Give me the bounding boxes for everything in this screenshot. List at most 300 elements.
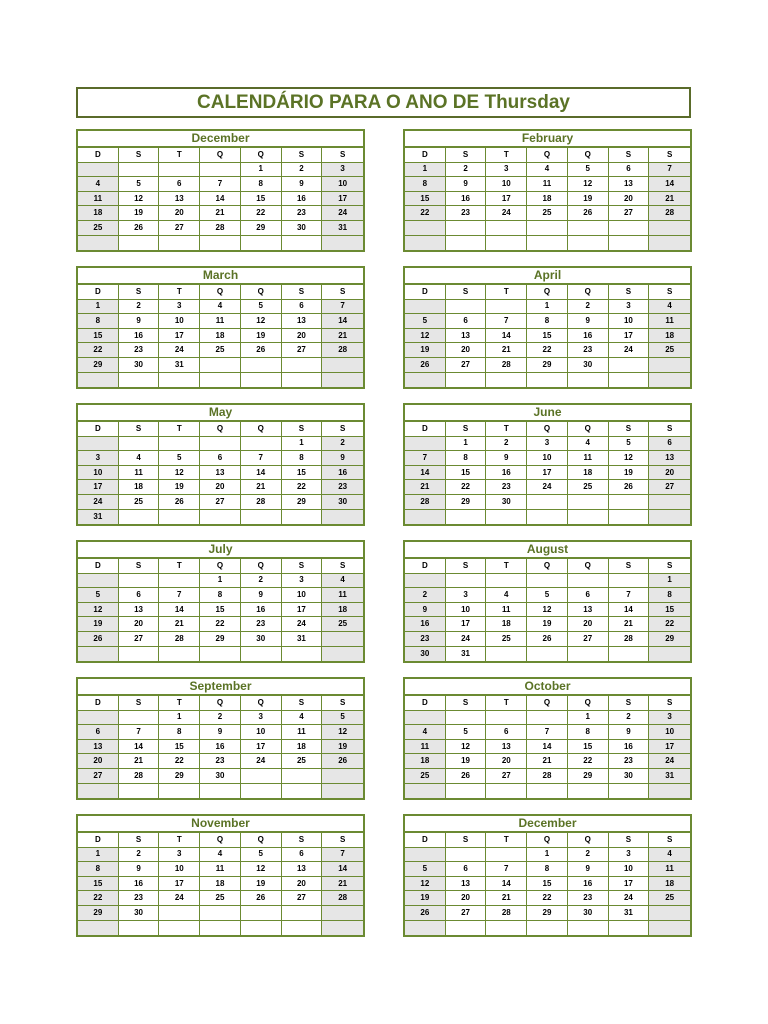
day-cell — [78, 921, 119, 936]
day-cell: 1 — [200, 574, 241, 589]
weekday-header: Q — [241, 422, 282, 437]
day-cell — [609, 373, 650, 388]
day-cell: 19 — [609, 466, 650, 481]
day-cell: 10 — [446, 603, 487, 618]
day-cell — [282, 373, 323, 388]
day-cell: 12 — [159, 466, 200, 481]
weekday-header: Q — [200, 696, 241, 711]
day-cell — [282, 784, 323, 799]
day-cell: 29 — [200, 632, 241, 647]
day-cell — [446, 373, 487, 388]
day-cell: 21 — [159, 617, 200, 632]
day-cell: 18 — [568, 466, 609, 481]
day-cell — [159, 574, 200, 589]
day-cell: 16 — [119, 329, 160, 344]
weekday-header: S — [609, 285, 650, 300]
day-cell: 23 — [282, 206, 323, 221]
day-cell: 23 — [486, 480, 527, 495]
day-cell: 17 — [322, 192, 363, 207]
day-cell: 13 — [486, 740, 527, 755]
weekday-header: D — [405, 696, 446, 711]
day-cell: 12 — [322, 725, 363, 740]
day-cell: 5 — [322, 711, 363, 726]
weekday-header: T — [486, 285, 527, 300]
day-cell: 5 — [241, 300, 282, 315]
day-cell: 29 — [78, 906, 119, 921]
day-cell: 11 — [486, 603, 527, 618]
month-title: December — [78, 131, 363, 148]
day-cell: 24 — [609, 343, 650, 358]
day-cell — [119, 163, 160, 178]
weekday-header: T — [486, 833, 527, 848]
day-cell: 28 — [486, 906, 527, 921]
weekday-header: Q — [568, 559, 609, 574]
day-cell: 24 — [527, 480, 568, 495]
weekday-header: S — [322, 148, 363, 163]
day-cell: 13 — [446, 877, 487, 892]
day-cell — [405, 510, 446, 525]
weekday-header: S — [119, 696, 160, 711]
day-cell: 25 — [78, 221, 119, 236]
day-cell: 28 — [322, 891, 363, 906]
day-cell: 7 — [527, 725, 568, 740]
day-cell: 14 — [486, 877, 527, 892]
day-cell — [527, 921, 568, 936]
month-calendar — [403, 540, 692, 663]
day-cell: 28 — [527, 769, 568, 784]
day-cell — [78, 163, 119, 178]
day-cell: 9 — [322, 451, 363, 466]
day-cell: 15 — [527, 329, 568, 344]
day-cell — [527, 221, 568, 236]
day-cell: 20 — [159, 206, 200, 221]
day-cell: 16 — [119, 877, 160, 892]
day-cell: 26 — [241, 343, 282, 358]
month-title: March — [78, 268, 363, 285]
day-cell: 8 — [282, 451, 323, 466]
day-cell: 8 — [241, 177, 282, 192]
weekday-header: Q — [241, 559, 282, 574]
weekday-header: S — [322, 696, 363, 711]
day-cell — [609, 574, 650, 589]
day-cell: 11 — [200, 862, 241, 877]
month-days-grid — [78, 148, 363, 250]
day-cell — [649, 221, 690, 236]
month-title: February — [405, 131, 690, 148]
day-cell — [568, 221, 609, 236]
day-cell — [405, 437, 446, 452]
day-cell — [282, 510, 323, 525]
day-cell: 8 — [568, 725, 609, 740]
day-cell — [568, 236, 609, 251]
day-cell: 30 — [322, 495, 363, 510]
month-title: October — [405, 679, 690, 696]
day-cell: 8 — [446, 451, 487, 466]
day-cell: 13 — [609, 177, 650, 192]
day-cell: 11 — [322, 588, 363, 603]
day-cell: 23 — [405, 632, 446, 647]
day-cell: 20 — [119, 617, 160, 632]
day-cell — [241, 921, 282, 936]
weekday-header: S — [446, 559, 487, 574]
month-title: June — [405, 405, 690, 422]
day-cell — [609, 784, 650, 799]
weekday-header: S — [282, 285, 323, 300]
day-cell — [527, 495, 568, 510]
day-cell: 27 — [78, 769, 119, 784]
day-cell — [405, 784, 446, 799]
day-cell — [119, 647, 160, 662]
day-cell — [568, 574, 609, 589]
day-cell — [322, 784, 363, 799]
weekday-header: Q — [241, 696, 282, 711]
day-cell — [119, 373, 160, 388]
day-cell: 31 — [649, 769, 690, 784]
day-cell — [159, 437, 200, 452]
day-cell: 9 — [568, 314, 609, 329]
day-cell — [322, 647, 363, 662]
day-cell: 29 — [568, 769, 609, 784]
day-cell: 25 — [527, 206, 568, 221]
month-calendar — [76, 677, 365, 800]
day-cell: 7 — [200, 177, 241, 192]
day-cell: 11 — [282, 725, 323, 740]
day-cell: 22 — [78, 343, 119, 358]
day-cell: 13 — [649, 451, 690, 466]
day-cell: 1 — [568, 711, 609, 726]
day-cell: 21 — [486, 343, 527, 358]
day-cell: 13 — [568, 603, 609, 618]
day-cell: 24 — [446, 632, 487, 647]
day-cell — [446, 574, 487, 589]
day-cell: 6 — [446, 862, 487, 877]
day-cell — [486, 510, 527, 525]
day-cell: 2 — [446, 163, 487, 178]
day-cell: 25 — [322, 617, 363, 632]
day-cell: 7 — [649, 163, 690, 178]
day-cell: 2 — [405, 588, 446, 603]
month-days-grid — [405, 422, 690, 524]
month-title: September — [78, 679, 363, 696]
day-cell: 5 — [405, 862, 446, 877]
day-cell: 14 — [322, 314, 363, 329]
day-cell: 4 — [405, 725, 446, 740]
day-cell: 18 — [649, 329, 690, 344]
day-cell: 18 — [78, 206, 119, 221]
month-days-grid — [78, 422, 363, 524]
day-cell: 4 — [78, 177, 119, 192]
day-cell — [119, 236, 160, 251]
day-cell — [568, 647, 609, 662]
day-cell: 25 — [568, 480, 609, 495]
month-calendar — [403, 266, 692, 389]
day-cell: 25 — [200, 891, 241, 906]
weekday-header: S — [322, 833, 363, 848]
day-cell: 12 — [405, 877, 446, 892]
day-cell: 9 — [119, 314, 160, 329]
day-cell — [609, 921, 650, 936]
weekday-header: T — [486, 559, 527, 574]
day-cell: 6 — [486, 725, 527, 740]
day-cell — [241, 510, 282, 525]
day-cell: 26 — [609, 480, 650, 495]
day-cell — [405, 221, 446, 236]
day-cell: 6 — [119, 588, 160, 603]
day-cell: 20 — [609, 192, 650, 207]
day-cell — [282, 358, 323, 373]
day-cell: 15 — [241, 192, 282, 207]
day-cell: 9 — [405, 603, 446, 618]
day-cell: 7 — [405, 451, 446, 466]
day-cell: 2 — [119, 300, 160, 315]
month-days-grid — [78, 285, 363, 387]
day-cell — [159, 921, 200, 936]
day-cell — [241, 358, 282, 373]
weekday-header: T — [159, 696, 200, 711]
weekday-header: S — [609, 559, 650, 574]
day-cell: 4 — [649, 300, 690, 315]
day-cell: 17 — [527, 466, 568, 481]
day-cell: 3 — [446, 588, 487, 603]
day-cell: 11 — [649, 862, 690, 877]
day-cell: 24 — [282, 617, 323, 632]
day-cell: 11 — [200, 314, 241, 329]
day-cell: 27 — [282, 343, 323, 358]
day-cell — [119, 784, 160, 799]
day-cell: 15 — [282, 466, 323, 481]
day-cell: 3 — [241, 711, 282, 726]
day-cell: 25 — [486, 632, 527, 647]
day-cell: 20 — [649, 466, 690, 481]
weekday-header: Q — [527, 148, 568, 163]
day-cell: 17 — [78, 480, 119, 495]
day-cell: 24 — [486, 206, 527, 221]
weekday-header: D — [78, 833, 119, 848]
day-cell: 5 — [241, 848, 282, 863]
day-cell: 17 — [486, 192, 527, 207]
day-cell: 16 — [322, 466, 363, 481]
day-cell: 16 — [405, 617, 446, 632]
day-cell: 4 — [119, 451, 160, 466]
day-cell — [200, 236, 241, 251]
weekday-header: Q — [527, 285, 568, 300]
day-cell: 7 — [486, 314, 527, 329]
day-cell: 18 — [282, 740, 323, 755]
day-cell: 10 — [159, 314, 200, 329]
day-cell: 24 — [78, 495, 119, 510]
day-cell — [159, 906, 200, 921]
weekday-header: S — [649, 833, 690, 848]
weekday-header: D — [78, 148, 119, 163]
day-cell: 5 — [609, 437, 650, 452]
day-cell: 5 — [527, 588, 568, 603]
day-cell: 24 — [649, 754, 690, 769]
day-cell: 23 — [119, 343, 160, 358]
day-cell: 29 — [282, 495, 323, 510]
day-cell — [159, 236, 200, 251]
day-cell: 4 — [568, 437, 609, 452]
day-cell: 4 — [282, 711, 323, 726]
weekday-header: Q — [527, 696, 568, 711]
day-cell: 16 — [568, 329, 609, 344]
day-cell: 15 — [159, 740, 200, 755]
day-cell — [609, 358, 650, 373]
month-days-grid — [405, 148, 690, 250]
day-cell — [405, 236, 446, 251]
day-cell: 27 — [282, 891, 323, 906]
day-cell: 18 — [486, 617, 527, 632]
day-cell — [446, 784, 487, 799]
day-cell: 18 — [322, 603, 363, 618]
day-cell — [486, 647, 527, 662]
day-cell: 10 — [322, 177, 363, 192]
day-cell: 14 — [159, 603, 200, 618]
weekday-header: S — [322, 285, 363, 300]
day-cell: 8 — [200, 588, 241, 603]
day-cell — [446, 711, 487, 726]
day-cell — [649, 373, 690, 388]
day-cell: 3 — [649, 711, 690, 726]
weekday-header: S — [649, 422, 690, 437]
weekday-header: S — [282, 559, 323, 574]
day-cell — [241, 784, 282, 799]
day-cell: 29 — [78, 358, 119, 373]
day-cell: 23 — [119, 891, 160, 906]
weekday-header: S — [322, 559, 363, 574]
day-cell: 27 — [568, 632, 609, 647]
month-title: December — [405, 816, 690, 833]
weekday-header: D — [78, 285, 119, 300]
day-cell: 3 — [282, 574, 323, 589]
day-cell — [649, 358, 690, 373]
day-cell: 1 — [78, 300, 119, 315]
day-cell: 28 — [405, 495, 446, 510]
day-cell — [446, 300, 487, 315]
day-cell: 16 — [241, 603, 282, 618]
day-cell: 12 — [568, 177, 609, 192]
month-days-grid — [405, 285, 690, 387]
day-cell: 9 — [446, 177, 487, 192]
day-cell: 8 — [78, 862, 119, 877]
day-cell: 8 — [527, 862, 568, 877]
day-cell: 14 — [527, 740, 568, 755]
day-cell — [322, 769, 363, 784]
month-days-grid — [78, 833, 363, 935]
day-cell — [78, 373, 119, 388]
day-cell: 6 — [159, 177, 200, 192]
month-calendar — [403, 814, 692, 937]
day-cell: 10 — [609, 314, 650, 329]
day-cell: 21 — [322, 329, 363, 344]
weekday-header: D — [405, 422, 446, 437]
day-cell: 14 — [241, 466, 282, 481]
day-cell: 20 — [568, 617, 609, 632]
day-cell: 10 — [609, 862, 650, 877]
day-cell: 26 — [241, 891, 282, 906]
day-cell: 30 — [405, 647, 446, 662]
day-cell: 3 — [78, 451, 119, 466]
day-cell: 3 — [609, 848, 650, 863]
day-cell: 13 — [282, 314, 323, 329]
day-cell — [486, 373, 527, 388]
day-cell — [649, 495, 690, 510]
day-cell: 28 — [159, 632, 200, 647]
day-cell: 8 — [405, 177, 446, 192]
day-cell: 22 — [78, 891, 119, 906]
day-cell: 19 — [405, 891, 446, 906]
day-cell: 29 — [527, 906, 568, 921]
day-cell: 10 — [527, 451, 568, 466]
day-cell: 15 — [78, 329, 119, 344]
day-cell: 23 — [446, 206, 487, 221]
day-cell: 19 — [159, 480, 200, 495]
weekday-header: D — [78, 559, 119, 574]
day-cell — [159, 373, 200, 388]
day-cell: 7 — [322, 300, 363, 315]
day-cell: 24 — [322, 206, 363, 221]
day-cell: 1 — [405, 163, 446, 178]
day-cell: 12 — [241, 862, 282, 877]
day-cell: 16 — [486, 466, 527, 481]
day-cell: 22 — [405, 206, 446, 221]
day-cell: 4 — [486, 588, 527, 603]
day-cell: 21 — [200, 206, 241, 221]
day-cell: 16 — [446, 192, 487, 207]
day-cell: 1 — [78, 848, 119, 863]
day-cell — [609, 510, 650, 525]
day-cell: 10 — [282, 588, 323, 603]
weekday-header: S — [282, 833, 323, 848]
month-calendar — [403, 129, 692, 252]
day-cell: 13 — [119, 603, 160, 618]
day-cell: 21 — [119, 754, 160, 769]
day-cell: 14 — [405, 466, 446, 481]
day-cell: 2 — [241, 574, 282, 589]
day-cell: 22 — [159, 754, 200, 769]
day-cell: 20 — [78, 754, 119, 769]
day-cell: 2 — [200, 711, 241, 726]
weekday-header: S — [609, 422, 650, 437]
day-cell: 7 — [609, 588, 650, 603]
day-cell: 20 — [446, 891, 487, 906]
day-cell: 3 — [159, 848, 200, 863]
day-cell: 19 — [405, 343, 446, 358]
day-cell: 5 — [446, 725, 487, 740]
day-cell: 19 — [241, 877, 282, 892]
day-cell — [159, 510, 200, 525]
day-cell: 14 — [119, 740, 160, 755]
weekday-header: Q — [241, 833, 282, 848]
day-cell — [446, 221, 487, 236]
month-calendar — [76, 129, 365, 252]
day-cell: 29 — [446, 495, 487, 510]
day-cell: 4 — [200, 300, 241, 315]
day-cell — [649, 921, 690, 936]
weekday-header: T — [159, 833, 200, 848]
day-cell: 4 — [200, 848, 241, 863]
day-cell: 25 — [649, 891, 690, 906]
day-cell: 18 — [200, 877, 241, 892]
day-cell: 29 — [527, 358, 568, 373]
day-cell: 15 — [405, 192, 446, 207]
day-cell: 5 — [159, 451, 200, 466]
day-cell: 19 — [78, 617, 119, 632]
day-cell — [609, 236, 650, 251]
day-cell: 21 — [609, 617, 650, 632]
day-cell: 20 — [282, 329, 323, 344]
day-cell: 15 — [446, 466, 487, 481]
day-cell: 10 — [649, 725, 690, 740]
